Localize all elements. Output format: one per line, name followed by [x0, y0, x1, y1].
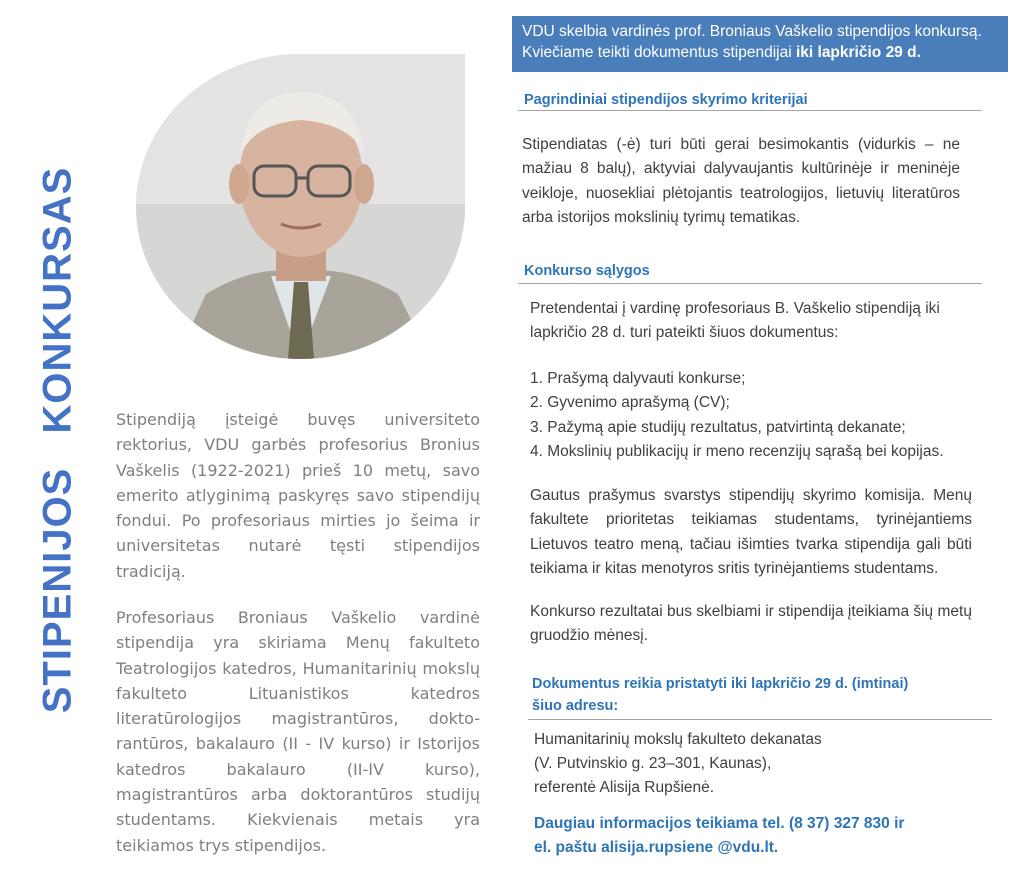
founding-paragraph: Stipendiją įsteigė buvęs universiteto rektorius, VDU garbės profesorius Bronius Vaškelis (1922-2021) prieš 10 metų, savo emerito atlyginimą paskyręs savo stipendijų fondui. Po profesoriaus mirties jo šeima ir universitetas nutarė tęsti stipendijos tradiciją.: [116, 410, 480, 581]
eligibility-paragraph: Profesoriaus Broniaus Vaškelio vardinė stipendija yra skiriama Menų fakulteto Teatrologijos katedros, Humanitarinių mokslų fakulteto Lituanistikos katedros literatūrologijos magistrantūros, dokto-rantūros, bakalauro (II - IV kurso) ir Istorijos katedros bakalauro (II-IV kurso), magistrantūros arba doktorantūros studijų studentams. Kiekvienais metais yra teikiamos trys stipendijos.: [116, 608, 480, 855]
contact-info: [534, 812, 904, 860]
results-text: Konkurso rezultatai bus skelbiami ir stipendija įteikiama šių metų gruodžio mėnesį.: [530, 603, 972, 645]
documents-list: [530, 367, 980, 465]
delivery-heading-line-2: šiuo adresu:: [532, 698, 619, 714]
banner-line-2-prefix: Kviečiame teikti dokumentus stipendijai: [522, 44, 796, 61]
address-line: Humanitarinių mokslų fakulteto dekanatas: [534, 731, 822, 748]
vertical-title: [18, 150, 98, 730]
address-line: referentė Alisija Rupšienė.: [534, 779, 715, 796]
banner-line-1: VDU skelbia vardinės prof. Broniaus Vaškelio stipendijos konkursą.: [522, 23, 982, 40]
list-item: 1. Prašymą dalyvauti konkurse;: [530, 370, 746, 387]
list-item: 4. Mokslinių publikacijų ir meno recenzijų sąrašą bei kopijas.: [530, 443, 944, 461]
delivery-heading: [532, 673, 908, 717]
contact-line-1: Daugiau informacijos teikiama tel. (8 37) 327 830 ir: [534, 815, 905, 832]
commission-text: Gautus prašymus svarstys stipendijų skyrimo komisija. Menų fakultete prioritetas teikiamas studentams, tyrinėjantiems Lietuvos teatro meną, tačiau išimties tvarka stipendija gali būti teikiama ir kitas menotyros sritis tyrinėjantiems studentams.: [530, 487, 972, 578]
list-item: 3. Pažymą apie studijų rezultatus, patvirtintą dekanate;: [530, 418, 906, 436]
criteria-divider: [518, 110, 982, 111]
address-line: (V. Putvinskio g. 23–301, Kaunas),: [534, 755, 772, 772]
contact-line-2: el. paštu alisija.rupsiene @vdu.lt.: [534, 839, 779, 856]
conditions-divider: [518, 283, 982, 284]
conditions-intro: Pretendentai į vardinę profesoriaus B. Vaškelio stipendiją iki lapkričio 28 d. turi pateikti šiuos dokumentus:: [530, 300, 940, 342]
professor-portrait-photo: [136, 54, 465, 359]
criteria-heading: Pagrindiniai stipendijos skyrimo kriterijai: [524, 92, 808, 108]
list-item: 2. Gyvenimo aprašymą (CV);: [530, 394, 730, 412]
delivery-address: [534, 728, 974, 800]
side-title-text: STIPENIJOS KONKURSAS: [35, 166, 80, 714]
banner-deadline: iki lapkričio 29 d.: [795, 44, 921, 61]
banner-line-2: [522, 42, 998, 63]
delivery-heading-line-1: Dokumentus reikia pristatyti iki lapkričio 29 d. (imtinai): [532, 676, 909, 692]
criteria-text: Stipendiatas (-ė) turi būti gerai besimokantis (vidurkis – ne mažiau 8 balų), aktyviai dalyvaujantis kultūrinėje ir meninėje veikloje, nuosekliai plėtojantis teatrologijos, lietuvių literatūros arba istorijos mokslinių tyrimų tematikas.: [522, 136, 960, 227]
conditions-heading: Konkurso sąlygos: [524, 263, 650, 279]
announcement-banner: [512, 16, 1008, 72]
delivery-divider: [528, 719, 992, 720]
